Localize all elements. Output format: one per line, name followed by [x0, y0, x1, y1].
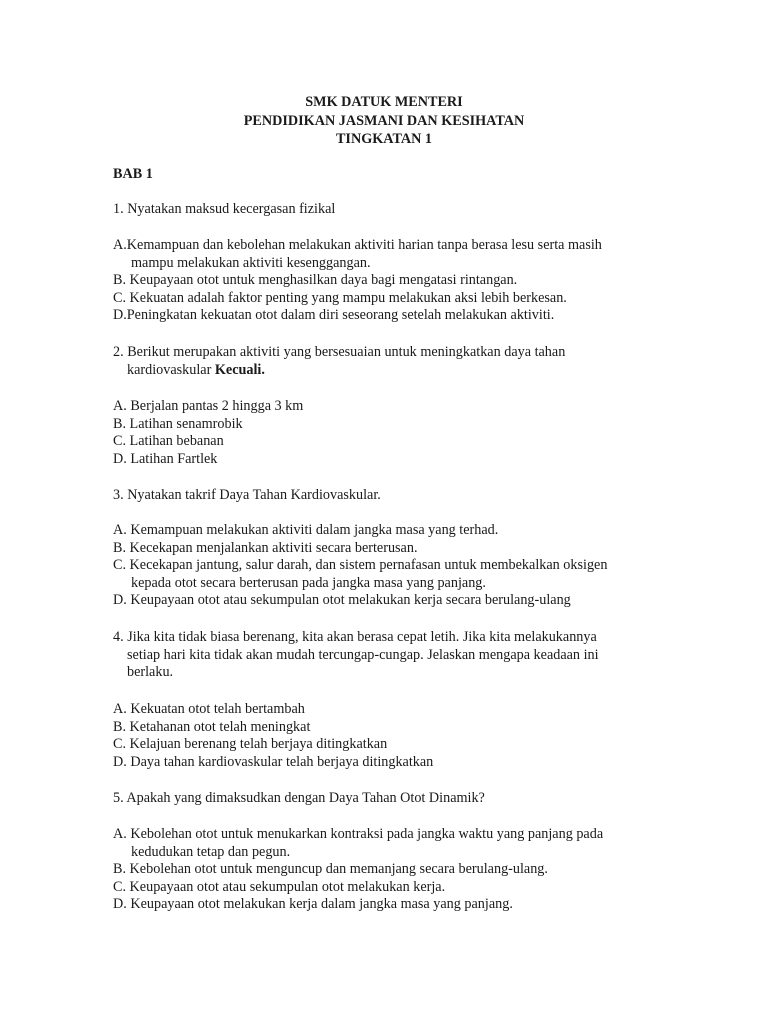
question-stem-continued: berlaku.	[127, 664, 174, 681]
question-stem: 2. Berikut merupakan aktiviti yang bersesuaian untuk meningkatkan daya tahan	[113, 344, 566, 360]
option-d: D. Daya tahan kardiovaskular telah berjaya ditingkatkan	[113, 753, 434, 770]
option-b: B. Kebolehan otot untuk menguncup dan memanjang secara berulang-ulang.	[113, 861, 548, 878]
option-d: D. Keupayaan otot atau sekumpulan otot melakukan kerja secara berulang-ulang	[113, 592, 571, 609]
question-1	[113, 201, 658, 219]
question-stem: 4. Jika kita tidak biasa berenang, kita akan berasa cepat letih. Jika kita melakukannya	[113, 629, 597, 645]
option-c: C. Keupayaan otot atau sekumpulan otot melakukan kerja.	[113, 878, 446, 895]
question-stem-continued: setiap hari kita tidak akan mudah tercungap-cungap. Jelaskan mengapa keadaan ini	[127, 646, 599, 663]
option-a: A. Berjalan pantas 2 hingga 3 km	[113, 398, 304, 414]
option-a-continued: mampu melakukan aktiviti kesenggangan.	[131, 254, 371, 271]
question-3	[113, 487, 658, 505]
stem-text: kardiovaskular	[127, 361, 215, 378]
subject-title: PENDIDIKAN JASMANI DAN KESIHATAN	[243, 112, 525, 129]
option-c: C. Kecekapan jantung, salur darah, dan sistem pernafasan untuk membekalkan oksigen	[113, 557, 608, 574]
question-5	[113, 790, 658, 808]
option-a: A. Kebolehan otot untuk menukarkan kontraksi pada jangka waktu yang panjang pada	[113, 826, 604, 842]
option-b: B. Keupayaan otot untuk menghasilkan daya bagi mengatasi rintangan.	[113, 272, 518, 289]
question-3-options	[113, 522, 658, 610]
option-a: A. Kekuatan otot telah bertambah	[113, 701, 305, 717]
option-c: C. Latihan bebanan	[113, 433, 224, 450]
option-d: D.Peningkatan kekuatan otot dalam diri seseorang setelah melakukan aktiviti.	[113, 307, 555, 324]
question-stem: 5. Apakah yang dimaksudkan dengan Daya Tahan Otot Dinamik?	[113, 790, 485, 806]
option-b: B. Kecekapan menjalankan aktiviti secara berterusan.	[113, 539, 418, 556]
question-5-options	[113, 826, 658, 914]
option-b: B. Latihan senamrobik	[113, 415, 243, 432]
question-1-options	[113, 237, 658, 325]
question-4	[113, 629, 658, 682]
option-d: D. Latihan Fartlek	[113, 450, 218, 467]
option-b: B. Ketahanan otot telah meningkat	[113, 718, 311, 735]
option-a-continued: kedudukan tetap dan pegun.	[131, 843, 291, 860]
school-name: SMK DATUK MENTERI	[305, 94, 463, 110]
question-4-options	[113, 701, 658, 771]
option-c: C. Kekuatan adalah faktor penting yang mampu melakukan aksi lebih berkesan.	[113, 289, 567, 306]
option-d: D. Keupayaan otot melakukan kerja dalam jangka masa yang panjang.	[113, 896, 513, 913]
chapter-heading: BAB 1	[113, 166, 153, 182]
option-c: C. Kelajuan berenang telah berjaya ditingkatkan	[113, 736, 388, 753]
option-c-continued: kepada otot secara berterusan pada jangka masa yang panjang.	[131, 574, 486, 591]
question-stem-continued	[113, 362, 658, 380]
option-a: A.Kemampuan dan kebolehan melakukan aktiviti harian tanpa berasa lesu serta masih	[113, 237, 602, 253]
document-header	[0, 94, 768, 150]
stem-emphasis: Kecuali.	[214, 361, 265, 378]
option-a: A. Kemampuan melakukan aktiviti dalam jangka masa yang terhad.	[113, 522, 499, 538]
question-2	[113, 344, 658, 379]
question-stem: 1. Nyatakan maksud kecergasan fizikal	[113, 201, 336, 217]
question-2-options	[113, 398, 658, 468]
question-stem: 3. Nyatakan takrif Daya Tahan Kardiovaskular.	[113, 487, 381, 503]
form-level: TINGKATAN 1	[335, 131, 433, 147]
